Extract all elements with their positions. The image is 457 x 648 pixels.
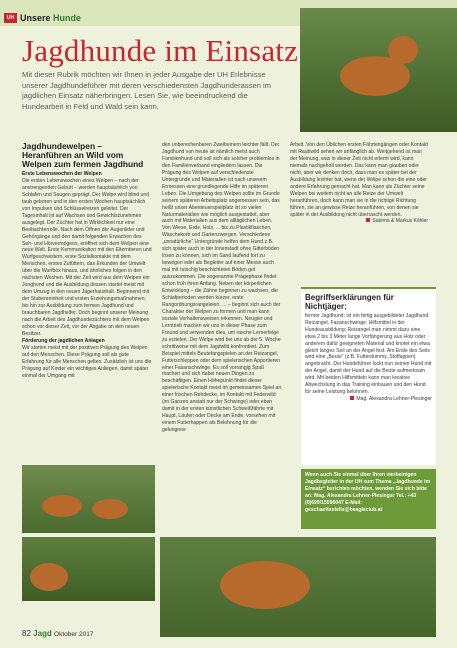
- uh-logo: UH: [4, 13, 17, 23]
- paragraph-4: Arbeit. Von den Üblichen ersten Fährtengängen oder Kontakt mit Raubwild sehen wir anfänglich ab. Weitgehend ist man der Meinung, was in dieser Zeit nicht erlernt wird, kann niemals nachgeholt werden. Das kann man glauben oder nicht, aber wir denken doch, dass man es später bei der Ausbildung leichter hat, wenn der Welpe schon die eine oder andere Erfahrung gemacht hat. Man kann als Züchter seine Welpen bei weitem nicht an alle Reize der Umwelt heranführen, doch kann man sie in die richtige Richtung führen, sie an gewisse Reize heranführen, von denen sie später in der Ausbildung nicht überrascht werden.: [290, 142, 428, 218]
- photo-dog-grass: [300, 8, 457, 132]
- glossary-signature: [301, 396, 436, 403]
- puppy-figure: [30, 563, 68, 591]
- glossary-box: [301, 287, 436, 465]
- column-2: [162, 142, 282, 434]
- lead-paragraph: Mit dieser Rubrik möchten wir Ihnen in jeder Ausgabe der UH Erlebnisse unserer Jagdhundeführer mit deren verschiedensten Jagdhunderassen im jagdlichen Einsatz näherbringen. Lesen Sie, wie beeindruckend die Hundearbeit in Feld und Wald sein kann.: [22, 70, 272, 111]
- rubric-word: Hunde: [53, 13, 82, 23]
- page-footer: [22, 629, 93, 638]
- rubric-prefix: Unsere: [20, 13, 51, 23]
- column-1: [22, 142, 152, 380]
- paragraph-2: Wir starten meist mit der positiven Prägung des Welpen auf den Menschen. Diese Prägung soll als gute Erfahrung für alle Menschen gelten. Zusätzlich ist uns die Prägung auf Kinder ein wichtiges Anliegen, damit später einmal der Umgang mit: [22, 344, 152, 379]
- column-3: [290, 142, 428, 225]
- magazine-name: Jagd: [33, 629, 52, 638]
- glossary-title: Begriffserklärungen für Nichtjäger:: [305, 293, 394, 311]
- puppy-figure: [220, 561, 310, 609]
- article-heading: Jagdhundewelpen – Heranführen an Wild vom Welpen zum fermen Jagdhund: [22, 141, 144, 169]
- square-bullet-icon: [350, 396, 354, 400]
- photo-puppy-bottles: [22, 537, 155, 601]
- glossary-author: Mag. Alexandra Lehner-Plesinger: [356, 395, 432, 402]
- page-title: Jagdhunde im Einsatz: [22, 33, 299, 68]
- dog-head: [388, 36, 418, 64]
- puppy-figure: [42, 495, 82, 517]
- contact-box: Wenn auch Sie einmal über Ihren vierbeinigen Jagdbegleiter in der UH zum Thema „Jagdhunde im Einsatz“ berichten möchten, wenden Sie sich bitte an: Mag. Alexandra Lehner-Plesinger Tel.: +43 (0)699/15596047 E-Mail: geschaeftsstelle@beagleclub.at: [301, 469, 436, 529]
- page-number: 82: [22, 629, 31, 638]
- puppy-figure: [92, 499, 128, 519]
- rubric-label: [20, 13, 81, 23]
- author-name: Sabrina & Markus Köhler: [372, 218, 428, 225]
- glossary-text: fermer Jagdhund: ist ein fertig ausgebildeter Jagdhund. Reizangel, Fasanschwinge: Hilfsmittel in der Hundeausbildung; Reizangel man nimmt dazu eine etwa 2 bis 3 Meter lange Vorfängerung aus Holz oder anderem dafür geeigneten Material und knotet ein etwa gleich langes Seil an der Angel fest. Am Ende des Seils wird eine „Beute“ (z.B. Futterdummy, Stoffappen) angebracht. Der Hundeführer lockt nun seinen Hund mit der Angel, damit der Hund auf die Beute aufmerksam wird. Mit beiden Hilfsmitteln kann man kreative Abwechslung in das Training einbauen und den Hund für seine Leistung belohnen.: [305, 313, 432, 395]
- photo-puppy-sniffing: [160, 537, 436, 637]
- subheading-foerderung: Förderung der jagdlichen Anlagen: [22, 337, 105, 344]
- issue-date: Oktober 2017: [54, 631, 94, 638]
- paragraph-3: den unberechenbaren Zweibeinern leichter fällt. Der Jagdhund von heute ist nämlich meist auch Familienhund und soll sich als solcher problemlos in den Familienverband eingliedern lassen. Die Prägung des Welpen auf verschiedenste Untergründe und Materialien ist nach unserem Ermessen eine grundlegende Hilfe im späteren Leben. Die Umgebung des Welpen sollte im Grunde seinem späteren Arbeitsplatz angemessen sein, das heißt unser Abenteuerspielplatz ist so vielen Naturmaterialien wie möglich ausgestattet, aber auch mit Materialien aus dem alltäglichen Leben. Von Wiese, Erde, Holz, ... bis zu Plastikflaschen, Wäschekorb und Gartenzwergen. Verschiedene „unnatürliche“ Untergründe helfen dem Hund z.B. sich später auch in der Innenstadt ohne Gitterböden lösen zu können, sich im Sand laufend fort zu bewegen oder als Begleiter auf einer Messe auch mal mit rutschig beschichteten Böden gut auszukommen. Die sogenannte Prägephase findet schon früh ihren Anfang. Neben der körperlichen Entwicklung – die Zähne beginnen zu wachsen, die Schlafperioden werden kürzer, erste Rangordnungsrangeleien, ... – beginnt sich auch der Charakter der Welpen zu formen und man kann soziale Verhaltensweisen erkennen. Neugier und Lerntrieb machen wir uns in dieser Phase zum Freund und verwenden dies, um rasche Lernerfolge zu erzielen. Der Welpe wird bei uns ab der 5. Woche schrittweise mit dem Jagdwild konfrontiert. Zum Beispiel mittels Beutefangspielen an der Reizangel, Futterschleppen oder dem spielerischen Apportieren einer Fasanschwinge. Es soll vorrangig Spaß machen und sich dabei neuen Dingen zu beschäftigen. Einen Höhepunkt findet dieser spielerische Kontakt meist im gemeinsamen Spiel an einer frischen Rehdecke, im Kontakt mit Federwild (im Ganzen anstatt nur der Schwinge) oder eben damit in der ersten künstlichen Schweißfährte mit Haupt, Läufen oder Decke am Ende, vorsehen mit einem Futterhappen als Belohnung für die gelungene: [162, 142, 282, 434]
- subheading-lebenswochen: Erste Lebenswochen der Welpen: [22, 171, 102, 177]
- author-signature: [290, 218, 428, 225]
- paragraph-1: Die ersten Lebenswochen eines Welpen – nach der anstrengenden Geburt – werden hauptsächlich von Schlafen und Saugen geprägt. Der Welpe wird blind und taub geboren und in den ersten Wochen hauptsächlich von Impulsen und Schlüsselreizen geleitet. Der Tagesinhalt ist auf Wachsen und Gewichtszunehmen ausgelegt. Der Züchter hat in Wirklichkeit nur eine Beobachterrolle. Nach dem Öffnen der Augenlider und Gehörgänge und den damit folgenden Erwachen des Seh- und Hörvermögens, eröffnet sich dem Welpen eine neue Welt. Erste Kommunikation mit den Elterntieren und Wurfgeschwistern, erste Sozialkontakte mit dem Menschen, erstes Zufüttern, das Erkunden der Umwelt über die Wurfbox hinaus, und ähnliches folgen in den nächsten Wochen. Mit der Zeit wird aus dem Welpen ein Junghund und die Ausbildung dessen startet meist mit dem Umzug in den neuen Jägerhaushalt. Beginnend mit der Stubenreinheit und ersten Erziehungsmaßnahmen, bis hin zur Ausbildung zum fermen Jagdhund und brauchbaren Jagdhelfer. Doch beginnt unserer Meinung nach die Arbeit des Jagdhundezüchters mit dem Welpen schon vor dieser Zeit, vor der Abgabe an den neuen Besitzer.: [22, 177, 152, 337]
- photo-puppies-meadow: [22, 465, 155, 533]
- square-bullet-icon: [366, 218, 370, 222]
